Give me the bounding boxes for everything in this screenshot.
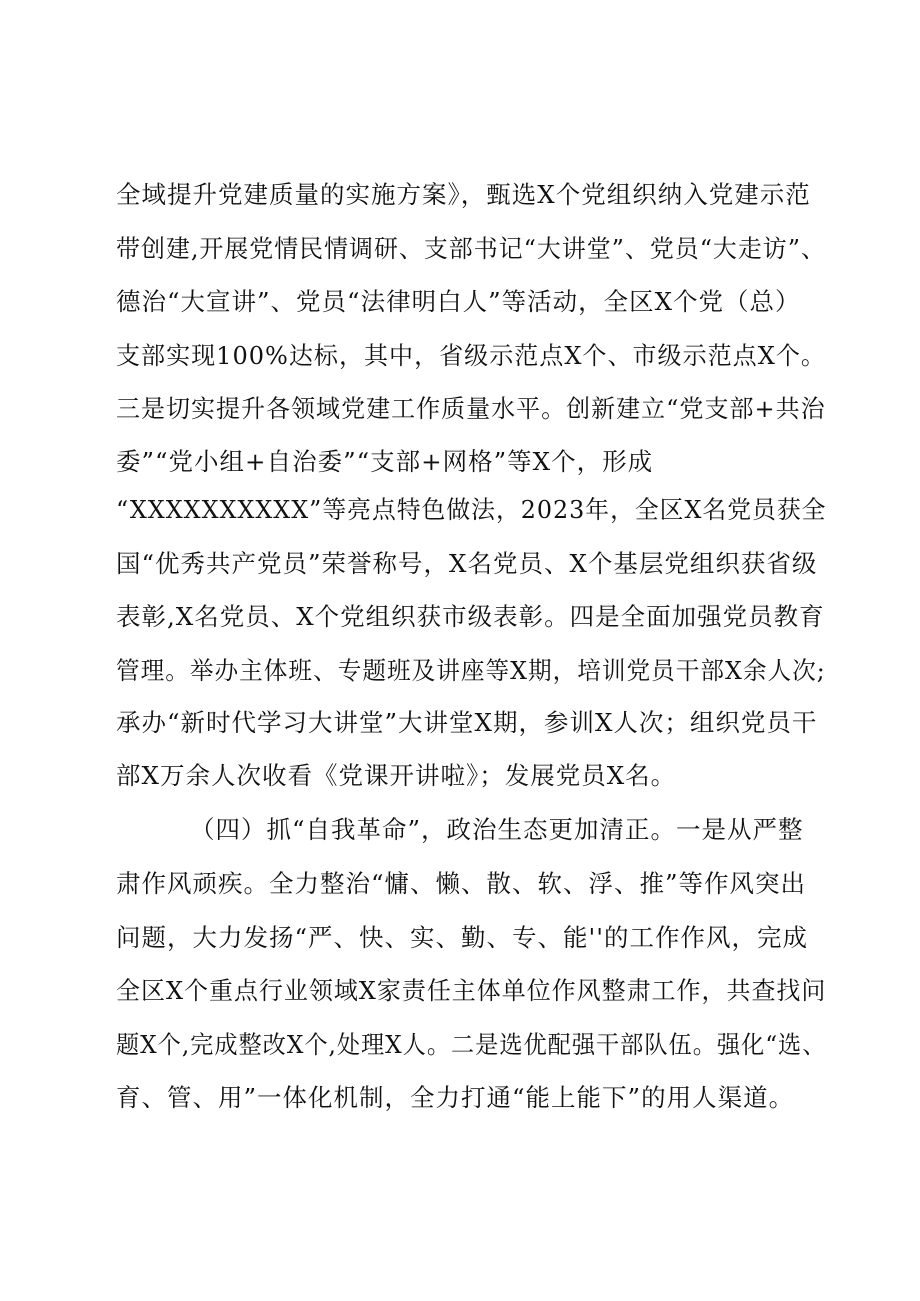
text-line: 肃作风顽疾。全力整治“慵、懒、散、软、浮、推”等作风突出 bbox=[116, 869, 807, 898]
text-line: 承办“新时代学习大讲堂”大讲堂X期，参训X人次；组织党员干 bbox=[116, 708, 818, 737]
text-line: 育、管、用”一体化机制，全力打通“能上能下”的用人渠道。 bbox=[116, 1083, 795, 1112]
text-line: 问题，大力发扬“严、快、实、勤、专、能''的工作作风，完成 bbox=[116, 923, 808, 952]
text-line: 题X个,完成整改X个,处理X人。二是选优配强干部队伍。强化“选、 bbox=[116, 1030, 827, 1059]
text-line: 部X万余人次收看《党课开讲啦》；发展党员X名。 bbox=[116, 761, 677, 790]
text-line: 带创建,开展党情民情调研、支部书记“大讲堂”、党员“大走访”、 bbox=[116, 234, 826, 263]
text-line: 国“优秀共产党员”荣誉称号，X名党员、X个基层党组织获省级 bbox=[116, 549, 818, 578]
text-line: “XXXXXXXXXX”等亮点特色做法，2023年，全区X名党员获全 bbox=[116, 495, 827, 524]
text-line: 三是切实提升各领域党建工作质量水平。创新建立“党支部+共治 bbox=[116, 394, 826, 423]
text-line: 德治“大宣讲”、党员“法律明白人”等活动，全区X个党（总） bbox=[116, 287, 801, 316]
text-line: 支部实现100%达标，其中，省级示范点X个、市级示范点X个。 bbox=[116, 341, 826, 370]
text-line: 委”“党小组+自治委”“支部+网格”等X个，形成 bbox=[116, 447, 654, 476]
text-line: 全域提升党建质量的实施方案》，甄选X个党组织纳入党建示范 bbox=[116, 180, 811, 209]
paragraph-first-line: （四）抓“自我革命”，政治生态更加清正。一是从严整 bbox=[190, 815, 804, 844]
text-line: 全区X个重点行业领域X家责任主体单位作风整肃工作，共查找问 bbox=[116, 976, 827, 1005]
text-line: 表彰,X名党员、X个党组织获市级表彰。四是全面加强党员教育 bbox=[116, 602, 825, 631]
text-line: 管理。举办主体班、专题班及讲座等X期，培训党员干部X余人次; bbox=[116, 656, 826, 685]
